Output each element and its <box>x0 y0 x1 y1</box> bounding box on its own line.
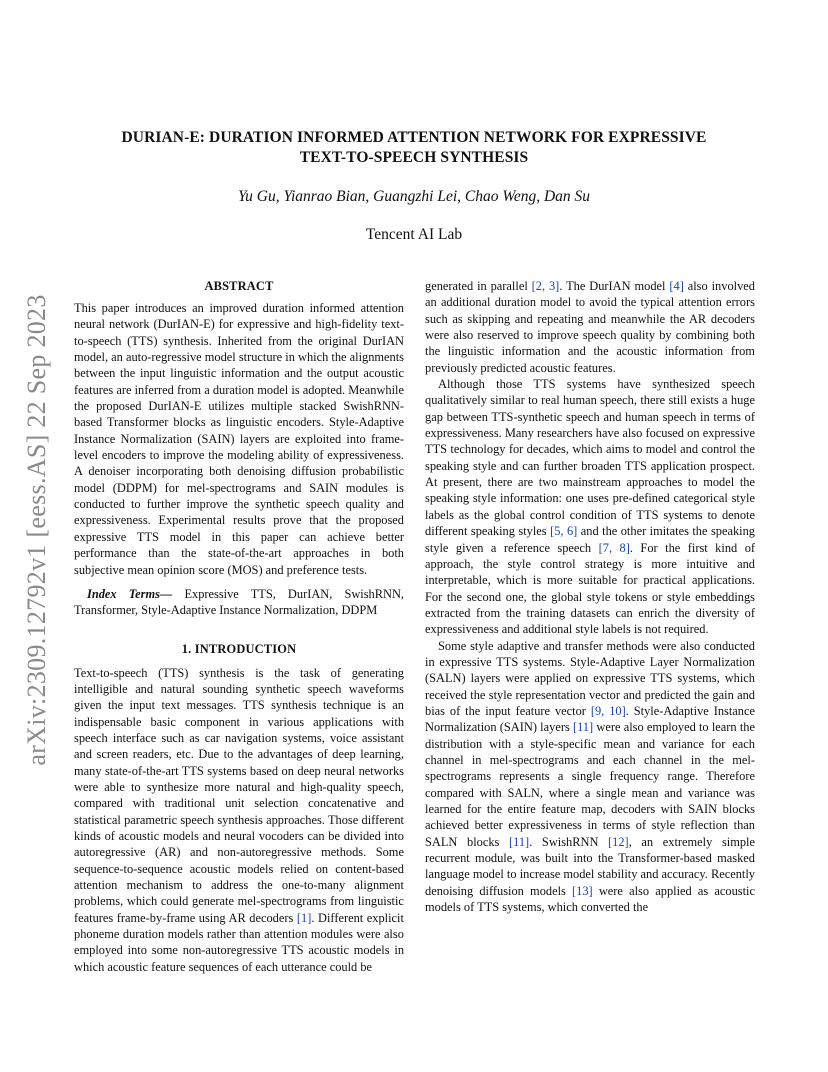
citation-link[interactable]: [9, 10] <box>590 703 626 718</box>
index-terms-label: Index Terms— <box>87 586 173 601</box>
abstract-heading: ABSTRACT <box>204 279 274 293</box>
paper-title <box>74 128 754 168</box>
author-list: Yu Gu, Yianrao Bian, Guangzhi Lei, Chao Weng, Dan Su <box>237 188 591 205</box>
intro-p3-text-b: . Style-Adaptive Instance Normalization (SAIN) layers <box>425 703 755 735</box>
citation-link[interactable]: [2, 3] <box>531 279 560 293</box>
arxiv-watermark <box>12 280 62 780</box>
intro-p3-text-f: were also applied as acoustic models of TTS systems, which converted the <box>425 883 755 915</box>
intro-paragraph-1-cont: generated in parallel [2, 3]. The DurIAN model [4] also involved an additional duration model to avoid the typical attention errors such as skipping and repeating and meanwhile the AR decoders were also reserved to improve speech quality by combining both the linguistic information and the acoustic information from previously predicted acoustic features. <box>425 279 755 375</box>
citation-link[interactable]: [12] <box>608 834 629 849</box>
title-line-2: TEXT-TO-SPEECH SYNTHESIS <box>299 149 529 166</box>
citation-link[interactable]: [11] <box>509 834 530 849</box>
intro-p3-text-a: Some style adaptive and transfer methods were also conducted in expressive TTS systems. Style-Adaptive Layer Normalization (SALN) layers were applied on expressive TTS systems, which received the style representation vector and predicted the gain and bias of the input feature vector <box>425 638 755 718</box>
right-column <box>425 278 755 915</box>
intro-p2-text-a: Although those TTS systems have synthesized speech qualitatively similar to real human speech, there still exists a huge gap between TTS-synthetic speech and human speech in terms of expressiveness. Many researchers have also focused on expressive TTS technology for decades, which aims to model and control the speaking style and can further broaden TTS application prospect. At present, there are two mainstream approaches to model the speaking style information: one uses pre-defined categorical style labels as the global control condition of TTS systems to denote different speaking styles <box>425 377 755 539</box>
intro-p3-text-e: , an extremely simple recurrent module, was built into the Transformer-based masked language model to increase model stability and accuracy. Recently denoising diffusion models <box>425 834 755 898</box>
arxiv-id-label[interactable]: arXiv:2309.12792v1 [eess.AS] 22 Sep 2023 <box>22 294 51 766</box>
intro-p2-text-b: and the other imitates the speaking style given a reference speech <box>425 524 755 555</box>
citation-link[interactable]: [13] <box>572 883 593 898</box>
intro-p3-text-d: . SwishRNN <box>529 834 609 849</box>
citation-link[interactable]: [1] <box>296 910 312 925</box>
affiliation: Tencent AI Lab <box>365 226 463 243</box>
citation-link[interactable]: [7, 8] <box>598 540 630 555</box>
index-terms-text: Expressive TTS, DurIAN, SwishRNN, Transformer, Style-Adaptive Instance Normalization, DDPM <box>74 586 404 618</box>
index-terms <box>74 586 404 619</box>
intro-p2-text-c: . For the first kind of approach, the style control strategy is more intuitive and interpretable, which is more suitable for practical applications. For the second one, the global style tokens or style embeddings extracted from the training datasets can enrich the diversity of expressiveness and additional style labels is not required. <box>425 540 756 637</box>
intro-paragraph-2 <box>425 376 755 638</box>
left-column <box>74 278 404 975</box>
introduction-heading: 1. INTRODUCTION <box>181 641 297 656</box>
intro-paragraph-3 <box>425 638 755 916</box>
citation-link[interactable]: [5, 6] <box>550 524 578 539</box>
intro-p3-text-c: were also employed to learn the distribution with a style-specific mean and variance for each channel in mel-spectrograms and each channel in the mel-spectrograms represents a single frequency range. Therefore compared with SALN, where a single mean and variance was learned for the entire feature map, decoders with SAIN blocks achieved better expressiveness in terms of style reflection than SALN blocks <box>425 720 755 849</box>
citation-link[interactable]: [4] <box>669 279 684 293</box>
citation-link[interactable]: [11] <box>573 720 594 735</box>
abstract-text: This paper introduces an improved duration informed attention neural network (DurIAN-E) for expressive and high-fidelity text-to-speech (TTS) synthesis. Inherited from the original DurIAN model, an auto-regressive model structure in which the alignments between the input linguistic information and the output acoustic features are inferred from a duration model is adopted. Meanwhile the proposed DurIAN-E utilizes multiple stacked SwishRNN-based Transformer blocks as linguistic encoders. Style-Adaptive Instance Normalization (SAIN) layers are exploited into frame-level encoders to improve the modeling ability of expressiveness. A denoiser incorporating both denoising diffusion probabilistic model (DDPM) for mel-spectrograms and SAIN modules is conducted to further improve the synthetic speech quality and expressiveness. Experimental results prove that the proposed expressive TTS model in this paper can achieve better performance than the state-of-the-art approaches in both subjective mean opinion score (MOS) and preference tests. <box>74 301 404 577</box>
intro-paragraph-1: Text-to-speech (TTS) synthesis is the task of generating intelligible and natural sounding synthetic speech waveforms given the input text messages. TTS synthesis technique is an indispensable basic component in various applications with speech interface such as car navigation systems, voice assistant and screen readers, etc. Due to the advantages of deep learning, many state-of-the-art TTS systems based on deep neural networks were able to synthesize more natural and high-quality speech, compared with traditional unit selection concatenative and statistical parametric speech synthesis approaches. Those different kinds of acoustic models and neural vocoders can be divided into autoregressive (AR) and non-autoregressive methods. Some sequence-to-sequence acoustic models relied on content-based attention mechanism to address the one-to-many alignment problems, which could generate mel-spectrograms from linguistic features frame-by-frame using AR decoders [1]. Different explicit phoneme duration models rather than attention modules were also employed into some non-autoregressive TTS acoustic models in which acoustic feature sequences of each utterance could be <box>74 665 405 974</box>
title-line-1: DURIAN-E: DURATION INFORMED ATTENTION NETWORK FOR EXPRESSIVE <box>121 129 707 146</box>
